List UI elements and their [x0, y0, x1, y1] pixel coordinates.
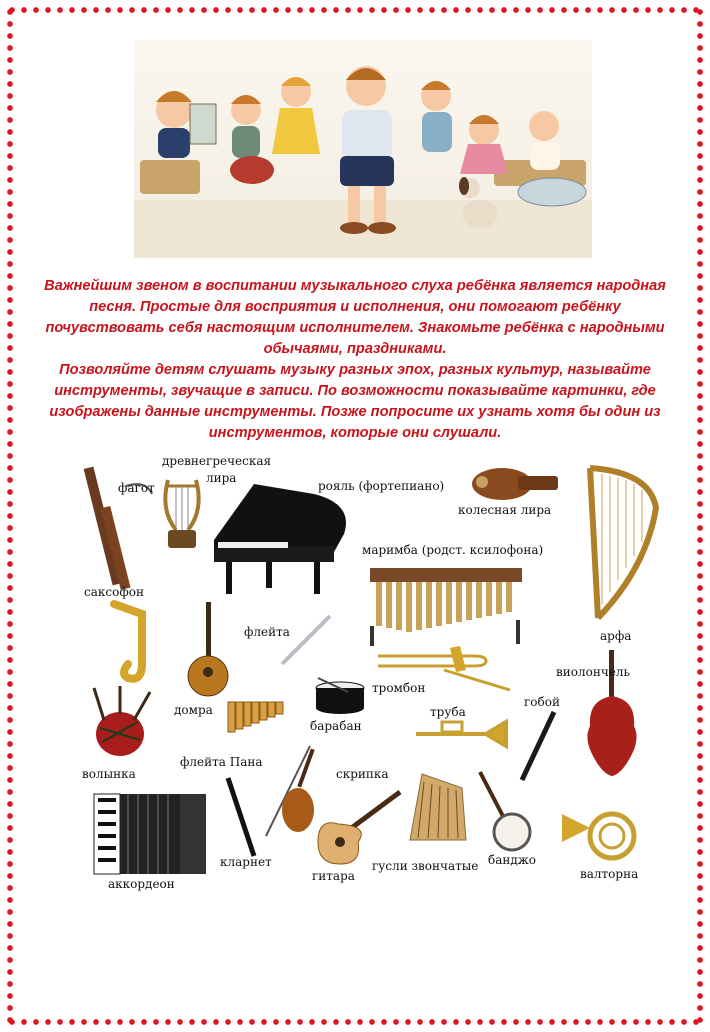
label-violonchel: виолончель [556, 665, 631, 679]
gusli-icon [408, 772, 468, 842]
border-bottom [6, 1018, 704, 1026]
label-baraban: барабан [310, 719, 362, 733]
label-trombon: тромбон [372, 681, 426, 695]
banjo-icon [476, 770, 536, 854]
border-right [696, 6, 704, 1026]
intro-text [40, 276, 670, 444]
label-volynka: волынка [82, 767, 136, 781]
lyre-icon [160, 476, 204, 554]
label-fleyta: флейта [244, 625, 290, 639]
border-left [6, 6, 14, 1026]
label-klarnet: кларнет [220, 855, 272, 869]
saxophone-icon [108, 600, 168, 686]
clarinet-icon [224, 776, 260, 860]
guitar-icon [316, 788, 404, 868]
label-truba: труба [430, 705, 466, 719]
accordion-icon [92, 792, 210, 876]
trumpet-icon [414, 718, 508, 752]
harp-icon [580, 464, 664, 624]
label-royal: рояль (фортепиано) [318, 479, 445, 493]
label-gusli: гусли звончатые [372, 859, 479, 873]
grand-piano-icon [204, 480, 354, 598]
label-fleyta-pana: флейта Пана [180, 755, 263, 769]
label-arfa: арфа [600, 629, 632, 643]
pan-flute-icon [226, 700, 290, 734]
label-lira-line1: древнегреческая [162, 454, 272, 468]
label-bandzho: банджо [488, 853, 537, 867]
intro-paragraph-2: Позволяйте детям слушать музыку разных эпох, разных культур, называйте инструменты, звучащие в записи. По возможности показывайте картинки, где изображены данные инструменты. Позже попросите их узнать хотя бы один из инструментов, которые они слушали. [49, 362, 661, 441]
label-lira-line2: лира [206, 471, 237, 485]
label-valtorna: валторна [580, 867, 639, 881]
intro-paragraph-1: Важнейшим звеном в воспитании музыкального слуха ребёнка является народная песня. Простые для восприятия и исполнения, они помогают ребёнку почувствовать себя настоящим исполнителем. Знакомьте ребёнка с народными обычаями, праздниками. [44, 278, 666, 357]
bagpipes-icon [90, 684, 156, 764]
label-domra: домра [174, 703, 213, 717]
domra-icon [186, 602, 232, 698]
label-fagot: фагот [118, 481, 155, 495]
hero-illustration [134, 40, 592, 258]
label-marimba: маримба (родст. ксилофона) [362, 543, 544, 557]
label-skripka: скрипка [336, 767, 389, 781]
label-kolesnaya: колесная лира [458, 503, 552, 517]
french-horn-icon [558, 808, 648, 864]
label-akkordeon: аккордеон [108, 877, 175, 891]
label-goboy: гобой [524, 695, 560, 709]
hurdy-gurdy-icon [468, 462, 560, 504]
label-gitara: гитара [312, 869, 355, 883]
border-top [6, 6, 704, 14]
flute-icon [278, 612, 334, 668]
label-saksofon: саксофон [84, 585, 144, 599]
marimba-icon [366, 564, 526, 646]
drum-icon [312, 678, 368, 718]
